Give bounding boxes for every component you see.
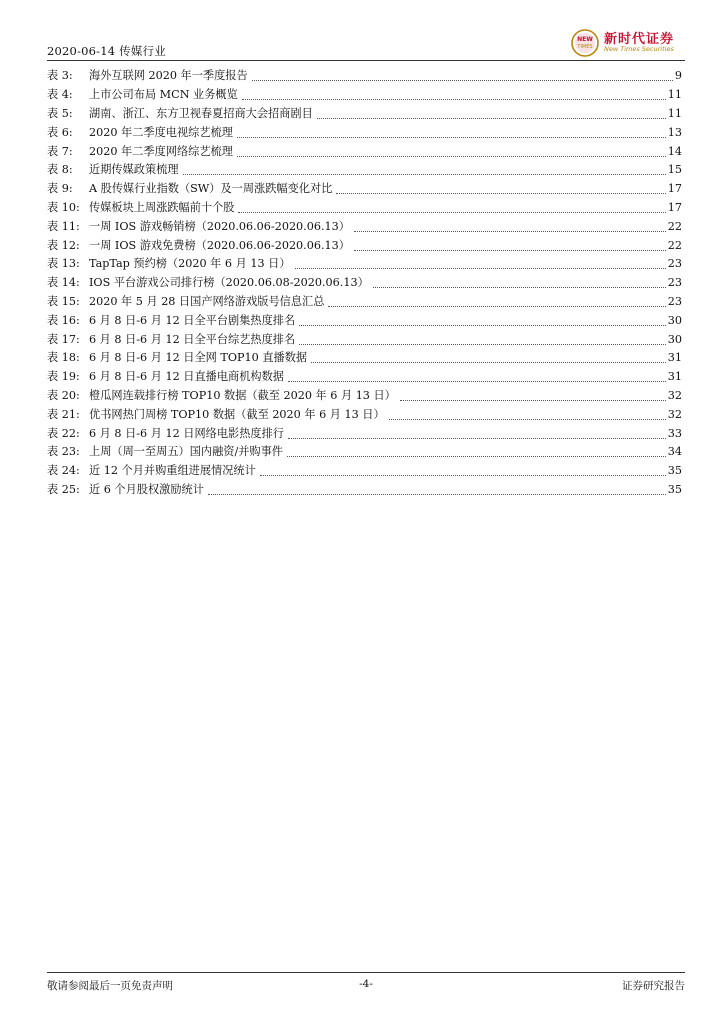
toc-leader-dots bbox=[237, 136, 666, 138]
toc-leader-dots bbox=[238, 211, 665, 213]
toc-entry[interactable] bbox=[47, 274, 682, 293]
toc-entry-number: 表 15: bbox=[47, 294, 80, 308]
toc-entry-number: 表 11: bbox=[47, 219, 80, 233]
toc-entry-page: 11 bbox=[667, 106, 682, 120]
toc-entry-number: 表 16: bbox=[47, 313, 80, 327]
toc-leader-dots bbox=[299, 343, 666, 345]
toc-entry-number: 表 3: bbox=[47, 69, 73, 83]
toc-entry-number: 表 18: bbox=[47, 351, 80, 365]
toc-leader-dots bbox=[252, 79, 673, 81]
toc-leader-dots bbox=[328, 305, 665, 307]
toc-entry-number: 表 21: bbox=[47, 407, 80, 421]
toc-entry-title: 优书网热门周榜 TOP10 数据（截至 2020 年 6 月 13 日） bbox=[89, 407, 385, 421]
toc-entry-page: 9 bbox=[674, 69, 682, 83]
toc-leader-dots bbox=[400, 399, 666, 401]
toc-entry-title: 一周 IOS 游戏免费榜（2020.06.06-2020.06.13） bbox=[89, 238, 350, 252]
toc-entry-number: 表 24: bbox=[47, 464, 80, 478]
toc-leader-dots bbox=[237, 155, 666, 157]
toc-leader-dots bbox=[354, 230, 666, 232]
toc-entry-page: 31 bbox=[667, 351, 682, 365]
toc-entry-page: 22 bbox=[667, 219, 682, 233]
toc-entry-page: 30 bbox=[667, 332, 682, 346]
company-logo bbox=[570, 28, 685, 58]
toc-entry-page: 35 bbox=[667, 464, 682, 478]
toc-entry[interactable] bbox=[47, 311, 682, 330]
toc-entry-page: 13 bbox=[667, 125, 682, 139]
toc-entry[interactable] bbox=[47, 217, 682, 236]
new-times-logo-icon bbox=[570, 28, 600, 58]
toc-entry[interactable] bbox=[47, 180, 682, 199]
toc-entry[interactable] bbox=[47, 142, 682, 161]
toc-entry-number: 表 12: bbox=[47, 238, 80, 252]
toc-entry[interactable] bbox=[47, 443, 682, 462]
toc-entry[interactable] bbox=[47, 105, 682, 124]
header-date-industry: 2020-06-14 传媒行业 bbox=[47, 44, 166, 58]
toc-entry-page: 31 bbox=[667, 370, 682, 384]
toc-entry-page: 33 bbox=[667, 426, 682, 440]
toc-entry[interactable] bbox=[47, 405, 682, 424]
toc-entry-title: 近 6 个月股权激励统计 bbox=[89, 482, 204, 496]
toc-entry[interactable] bbox=[47, 255, 682, 274]
toc-entry-number: 表 6: bbox=[47, 125, 73, 139]
toc-entry-page: 32 bbox=[667, 407, 682, 421]
toc-leader-dots bbox=[336, 192, 665, 194]
toc-entry-title: 湖南、浙江、东方卫视春夏招商大会招商剧目 bbox=[89, 106, 313, 120]
footer-divider bbox=[47, 972, 685, 973]
toc-entry-title: 传媒板块上周涨跌幅前十个股 bbox=[89, 200, 235, 214]
toc-entry-page: 15 bbox=[667, 163, 682, 177]
page-header bbox=[47, 32, 685, 62]
toc-entry[interactable] bbox=[47, 349, 682, 368]
toc-entry[interactable] bbox=[47, 67, 682, 86]
toc-entry-title: TapTap 预约榜（2020 年 6 月 13 日） bbox=[89, 257, 291, 271]
toc-entry-title: 6 月 8 日-6 月 12 日全平台剧集热度排名 bbox=[89, 313, 296, 327]
toc-entry[interactable] bbox=[47, 330, 682, 349]
company-name-cn: 新时代证券 bbox=[604, 32, 675, 47]
toc-entry-number: 表 8: bbox=[47, 163, 73, 177]
toc-entry-page: 17 bbox=[667, 182, 682, 196]
svg-text:TIMES: TIMES bbox=[577, 44, 593, 50]
toc-entry[interactable] bbox=[47, 236, 682, 255]
toc-entry[interactable] bbox=[47, 368, 682, 387]
company-name-en: New Times Securities bbox=[604, 45, 674, 53]
toc-entry-number: 表 22: bbox=[47, 426, 80, 440]
toc-entry-page: 34 bbox=[667, 445, 682, 459]
toc-entry[interactable] bbox=[47, 199, 682, 218]
toc-leader-dots bbox=[260, 474, 666, 476]
toc-leader-dots bbox=[208, 493, 666, 495]
toc-entry[interactable] bbox=[47, 161, 682, 180]
toc-entry-page: 23 bbox=[667, 276, 682, 290]
toc-entry[interactable] bbox=[47, 424, 682, 443]
toc-entry[interactable] bbox=[47, 86, 682, 105]
toc-leader-dots bbox=[373, 286, 666, 288]
toc-leader-dots bbox=[183, 173, 666, 175]
toc-entry[interactable] bbox=[47, 293, 682, 312]
footer-disclaimer: 敬请参阅最后一页免责声明 bbox=[47, 980, 173, 992]
toc-entry-page: 23 bbox=[667, 294, 682, 308]
toc-entry-title: 6 月 8 日-6 月 12 日直播电商机构数据 bbox=[89, 370, 284, 384]
toc-entry-title: IOS 平台游戏公司排行榜（2020.06.08-2020.06.13） bbox=[89, 276, 369, 290]
toc-entry-title: 海外互联网 2020 年一季度报告 bbox=[89, 69, 248, 83]
toc-entry-number: 表 14: bbox=[47, 276, 80, 290]
footer-page-number: -4- bbox=[359, 978, 373, 990]
table-of-contents bbox=[47, 67, 682, 499]
toc-entry[interactable] bbox=[47, 462, 682, 481]
toc-entry-page: 32 bbox=[667, 388, 682, 402]
toc-entry-title: 2020 年 5 月 28 日国产网络游戏版号信息汇总 bbox=[89, 294, 325, 308]
toc-entry-title: 上周（周一至周五）国内融资/并购事件 bbox=[89, 445, 283, 459]
toc-leader-dots bbox=[354, 249, 666, 251]
toc-entry-title: 上市公司布局 MCN 业务概览 bbox=[89, 88, 238, 102]
footer-report-type: 证券研究报告 bbox=[622, 980, 685, 992]
toc-entry-number: 表 25: bbox=[47, 482, 80, 496]
toc-entry-title: 一周 IOS 游戏畅销榜（2020.06.06-2020.06.13） bbox=[89, 219, 350, 233]
toc-entry-number: 表 4: bbox=[47, 88, 73, 102]
toc-entry-title: 近期传媒政策梳理 bbox=[89, 163, 179, 177]
toc-entry-number: 表 13: bbox=[47, 257, 80, 271]
toc-entry-title: 6 月 8 日-6 月 12 日全平台综艺热度排名 bbox=[89, 332, 296, 346]
toc-entry-title: 橙瓜网连载排行榜 TOP10 数据（截至 2020 年 6 月 13 日） bbox=[89, 388, 396, 402]
toc-entry-page: 17 bbox=[667, 200, 682, 214]
toc-entry-number: 表 19: bbox=[47, 370, 80, 384]
toc-leader-dots bbox=[299, 324, 666, 326]
toc-leader-dots bbox=[311, 361, 666, 363]
header-divider bbox=[47, 60, 685, 61]
toc-entry-title: 6 月 8 日-6 月 12 日全网 TOP10 直播数据 bbox=[89, 351, 308, 365]
toc-leader-dots bbox=[287, 455, 666, 457]
toc-entry-title: A 股传媒行业指数（SW）及一周涨跌幅变化对比 bbox=[89, 182, 333, 196]
toc-entry-page: 14 bbox=[667, 144, 682, 158]
toc-entry[interactable] bbox=[47, 123, 682, 142]
toc-entry-title: 近 12 个月并购重组进展情况统计 bbox=[89, 464, 256, 478]
toc-entry-number: 表 20: bbox=[47, 388, 80, 402]
toc-entry-number: 表 5: bbox=[47, 106, 73, 120]
toc-entry-page: 35 bbox=[667, 482, 682, 496]
toc-leader-dots bbox=[295, 267, 666, 269]
toc-leader-dots bbox=[288, 437, 666, 439]
toc-leader-dots bbox=[288, 380, 666, 382]
toc-entry-number: 表 10: bbox=[47, 200, 80, 214]
svg-text:NEW: NEW bbox=[577, 36, 593, 43]
toc-entry-number: 表 7: bbox=[47, 144, 73, 158]
toc-entry-title: 2020 年二季度电视综艺梳理 bbox=[89, 125, 233, 139]
page-footer bbox=[47, 972, 685, 992]
toc-leader-dots bbox=[389, 418, 666, 420]
toc-leader-dots bbox=[242, 98, 666, 100]
toc-entry-number: 表 17: bbox=[47, 332, 80, 346]
toc-entry-page: 11 bbox=[667, 88, 682, 102]
toc-entry-number: 表 23: bbox=[47, 445, 80, 459]
toc-entry[interactable] bbox=[47, 481, 682, 500]
toc-entry-title: 2020 年二季度网络综艺梳理 bbox=[89, 144, 233, 158]
toc-entry[interactable] bbox=[47, 387, 682, 406]
toc-leader-dots bbox=[317, 117, 666, 119]
toc-entry-page: 22 bbox=[667, 238, 682, 252]
toc-entry-number: 表 9: bbox=[47, 182, 73, 196]
toc-entry-page: 23 bbox=[667, 257, 682, 271]
toc-entry-title: 6 月 8 日-6 月 12 日网络电影热度排行 bbox=[89, 426, 284, 440]
toc-entry-page: 30 bbox=[667, 313, 682, 327]
